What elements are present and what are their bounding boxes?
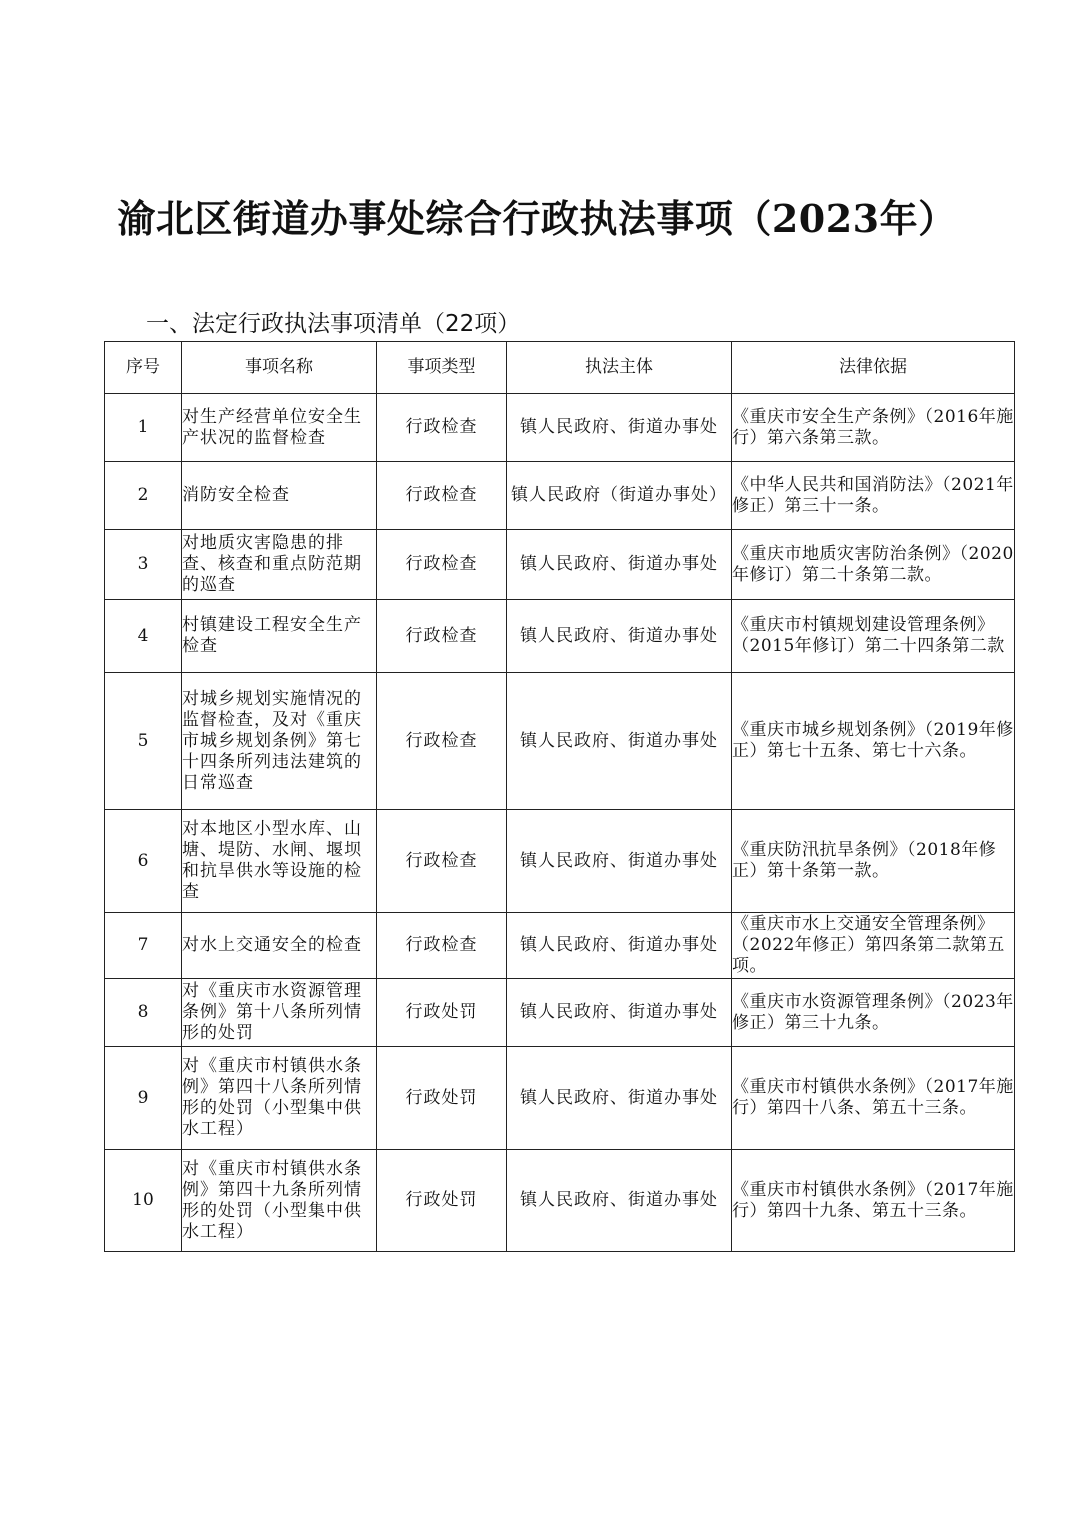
matter-type: 行政检查: [377, 600, 507, 673]
matter-type: 行政处罚: [377, 979, 507, 1047]
matter-type: 行政处罚: [377, 1047, 507, 1150]
table-row: [105, 913, 1015, 979]
matter-name: 对地质灾害隐患的排查、核查和重点防范期的巡查: [182, 530, 377, 600]
legal-basis: 《重庆市城乡规划条例》（2019年修正）第七十五条、第七十六条。: [732, 673, 1015, 810]
legal-basis: 《重庆市村镇供水条例》（2017年施行）第四十八条、第五十三条。: [732, 1047, 1015, 1150]
matter-type: 行政处罚: [377, 1150, 507, 1252]
row-number: 1: [105, 394, 182, 462]
matter-type: 行政检查: [377, 673, 507, 810]
enforcement-body: 镇人民政府、街道办事处: [507, 810, 732, 913]
matter-type: 行政检查: [377, 810, 507, 913]
table-row: [105, 979, 1015, 1047]
matter-type: 行政检查: [377, 530, 507, 600]
enforcement-body: 镇人民政府、街道办事处: [507, 913, 732, 979]
row-number: 10: [105, 1150, 182, 1252]
table-row: [105, 394, 1015, 462]
matter-name: 对《重庆市村镇供水条例》第四十八条所列情形的处罚（小型集中供水工程）: [182, 1047, 377, 1150]
document-title: 渝北区街道办事处综合行政执法事项（2023年）: [117, 196, 957, 241]
legal-basis: 《重庆市安全生产条例》（2016年施行）第六条第三款。: [732, 394, 1015, 462]
enforcement-body: 镇人民政府、街道办事处: [507, 394, 732, 462]
enforcement-body: 镇人民政府、街道办事处: [507, 530, 732, 600]
row-number: 5: [105, 673, 182, 810]
legal-basis: 《重庆市水上交通安全管理条例》（2022年修正）第四条第二款第五项。: [732, 913, 1015, 979]
row-number: 7: [105, 913, 182, 979]
legal-basis: 《重庆市地质灾害防治条例》（2020年修订）第二十条第二款。: [732, 530, 1015, 600]
matter-name: 消防安全检查: [182, 462, 377, 530]
enforcement-body: 镇人民政府（街道办事处）: [507, 462, 732, 530]
enforcement-body: 镇人民政府、街道办事处: [507, 1150, 732, 1252]
matter-name: 对生产经营单位安全生产状况的监督检查: [182, 394, 377, 462]
matter-name: 对《重庆市村镇供水条例》第四十九条所列情形的处罚（小型集中供水工程）: [182, 1150, 377, 1252]
matter-type: 行政检查: [377, 913, 507, 979]
row-number: 9: [105, 1047, 182, 1150]
legal-basis: 《重庆市村镇规划建设管理条例》（2015年修订）第二十四条第二款: [732, 600, 1015, 673]
table-row: [105, 1150, 1015, 1252]
enforcement-body: 镇人民政府、街道办事处: [507, 979, 732, 1047]
table-row: [105, 462, 1015, 530]
header-legal-basis: 法律依据: [732, 342, 1015, 394]
legal-basis: 《中华人民共和国消防法》（2021年修正）第三十一条。: [732, 462, 1015, 530]
table-row: [105, 530, 1015, 600]
enforcement-matters-table: [104, 341, 1015, 1252]
table-row: [105, 673, 1015, 810]
row-number: 3: [105, 530, 182, 600]
row-number: 4: [105, 600, 182, 673]
enforcement-body: 镇人民政府、街道办事处: [507, 673, 732, 810]
header-matter-type: 事项类型: [377, 342, 507, 394]
matter-type: 行政检查: [377, 462, 507, 530]
table-row: [105, 1047, 1015, 1150]
enforcement-body: 镇人民政府、街道办事处: [507, 600, 732, 673]
matter-type: 行政检查: [377, 394, 507, 462]
matter-name: 村镇建设工程安全生产检查: [182, 600, 377, 673]
legal-basis: 《重庆防汛抗旱条例》（2018年修正）第十条第一款。: [732, 810, 1015, 913]
header-matter-name: 事项名称: [182, 342, 377, 394]
matter-name: 对水上交通安全的检查: [182, 913, 377, 979]
header-enforcement-body: 执法主体: [507, 342, 732, 394]
table-row: [105, 600, 1015, 673]
table-row: [105, 810, 1015, 913]
table-header-row: [105, 342, 1015, 394]
section-heading: 一、法定行政执法事项清单（22项）: [146, 311, 521, 337]
legal-basis: 《重庆市水资源管理条例》（2023年修正）第三十九条。: [732, 979, 1015, 1047]
matter-name: 对本地区小型水库、山塘、堤防、水闸、堰坝和抗旱供水等设施的检查: [182, 810, 377, 913]
legal-basis: 《重庆市村镇供水条例》（2017年施行）第四十九条、第五十三条。: [732, 1150, 1015, 1252]
row-number: 8: [105, 979, 182, 1047]
matter-name: 对城乡规划实施情况的监督检查，及对《重庆市城乡规划条例》第七十四条所列违法建筑的日常巡查: [182, 673, 377, 810]
header-serial-number: 序号: [105, 342, 182, 394]
row-number: 2: [105, 462, 182, 530]
matter-name: 对《重庆市水资源管理条例》第十八条所列情形的处罚: [182, 979, 377, 1047]
enforcement-body: 镇人民政府、街道办事处: [507, 1047, 732, 1150]
row-number: 6: [105, 810, 182, 913]
